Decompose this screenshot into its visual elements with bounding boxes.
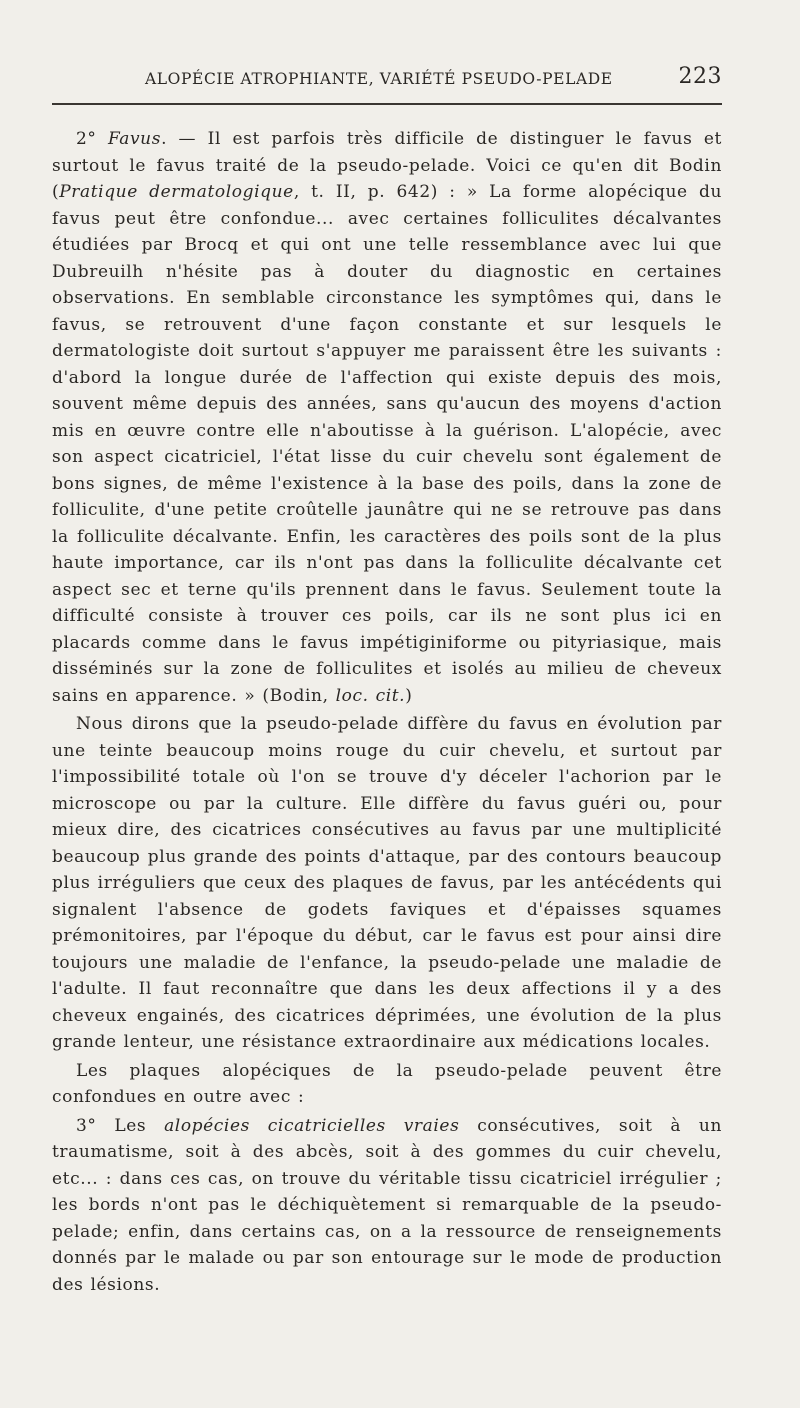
text-run: 3° Les	[76, 1115, 165, 1136]
paragraph-favus	[52, 126, 722, 709]
text-run: , t. II, p. 642) : » La forme alopécique du favus peut être confondue... avec certaines folliculites décalvantes étudiées par Brocq et qui ont une telle ressemblance avec lui que Dubreuilh n'hésite pas à douter du diagnostic en certaines observations. En semblable circonstance les symptômes qui, dans le favus, se retrouvent d'une façon constante et sur lesquels le dermatologiste doit surtout s'appuyer me paraissent être les suivants : d'abord la longue durée de l'affection qui existe depuis des mois, souvent même depuis des années, sans qu'aucun des moyens d'action mis en œuvre contre elle n'aboutisse à la guérison. L'alopécie, avec son aspect cicatriciel, l'état lisse du cuir chevelu sont également de bons signes, de même l'existence à la base des poils, dans la zone de folliculite, d'une petite croûtelle jaunâtre qui ne se retrouve pas dans la folliculite décalvante. Enfin, les caractères des poils sont de la plus haute importance, car ils n'ont pas dans la folliculite décalvante cet aspect sec et terne qu'ils prennent dans le favus. Seulement toute la difficulté consiste à trouver ces poils, car ils ne sont plus ici en placards comme dans le favus impétiginiforme ou pityriasique, mais disséminés sur la zone de folliculites et isolés au milieu de cheveux sains en apparence. » (Bodin,	[52, 182, 722, 706]
running-head: ALOPÉCIE ATROPHIANTE, VARIÉTÉ PSEUDO-PELADE	[145, 70, 613, 88]
page-number: 223	[678, 64, 722, 89]
text-run: consécutives, soit à un traumatisme, soit à des abcès, soit à des gommes du cuir chevelu, etc... : dans ces cas, on trouve du véritable tissu cicatriciel irrégulier ; les bords n'ont pas le déchiquètement si remarquable de la pseudo-pelade; enfin, dans certains cas, on a la ressource de renseignements donnés par le malade ou par son entourage sur le mode de production des lésions.	[52, 1115, 722, 1295]
paragraph-comparison	[52, 711, 722, 1056]
italic-run: alopécies cicatricielles vraies	[164, 1115, 460, 1136]
text-run: . — Il est parfois très difficile de distinguer le favus et surtout le favus traité de la pseudo-pelade. Voici ce qu'en dit Bodin (	[52, 129, 722, 202]
header-rule	[52, 103, 722, 105]
text-run: )	[405, 685, 413, 706]
page-header	[52, 60, 722, 100]
text-run: 2°	[76, 129, 108, 149]
body-text	[52, 126, 722, 1298]
paragraph-cicatricial-alopecia	[52, 1113, 722, 1299]
paragraph-transition	[52, 1058, 722, 1111]
text-run: Les plaques alopéciques de la pseudo-pelade peuvent être confondues en outre avec :	[52, 1060, 722, 1107]
text-run: Nous dirons que la pseudo-pelade diffère du favus en évolution par une teinte beaucoup moins rouge du cuir chevelu, et surtout par l'impossibilité totale où l'on se trouve d'y déceler l'achorion par le microscope ou par la culture. Elle diffère du favus guéri ou, pour mieux dire, des cicatrices consécutives au favus par une multiplicité beaucoup plus grande des points d'attaque, par des contours beaucoup plus irréguliers que ceux des plaques de favus, par les antécédents qui signalent l'absence de godets faviques et d'épaisses squames prémonitoires, par l'époque du début, car le favus est pour ainsi dire toujours une maladie de l'enfance, la pseudo-pelade une maladie de l'adulte. Il faut reconnaître que dans les deux affections il y a des cheveux engainés, des cicatrices déprimées, une évolution de la plus grande lenteur, une résistance extraordinaire aux médications locales.	[52, 714, 722, 1052]
italic-run: loc. cit.	[335, 685, 406, 706]
italic-run: Pratique dermatologique	[59, 182, 294, 202]
italic-run: Favus	[108, 129, 162, 149]
